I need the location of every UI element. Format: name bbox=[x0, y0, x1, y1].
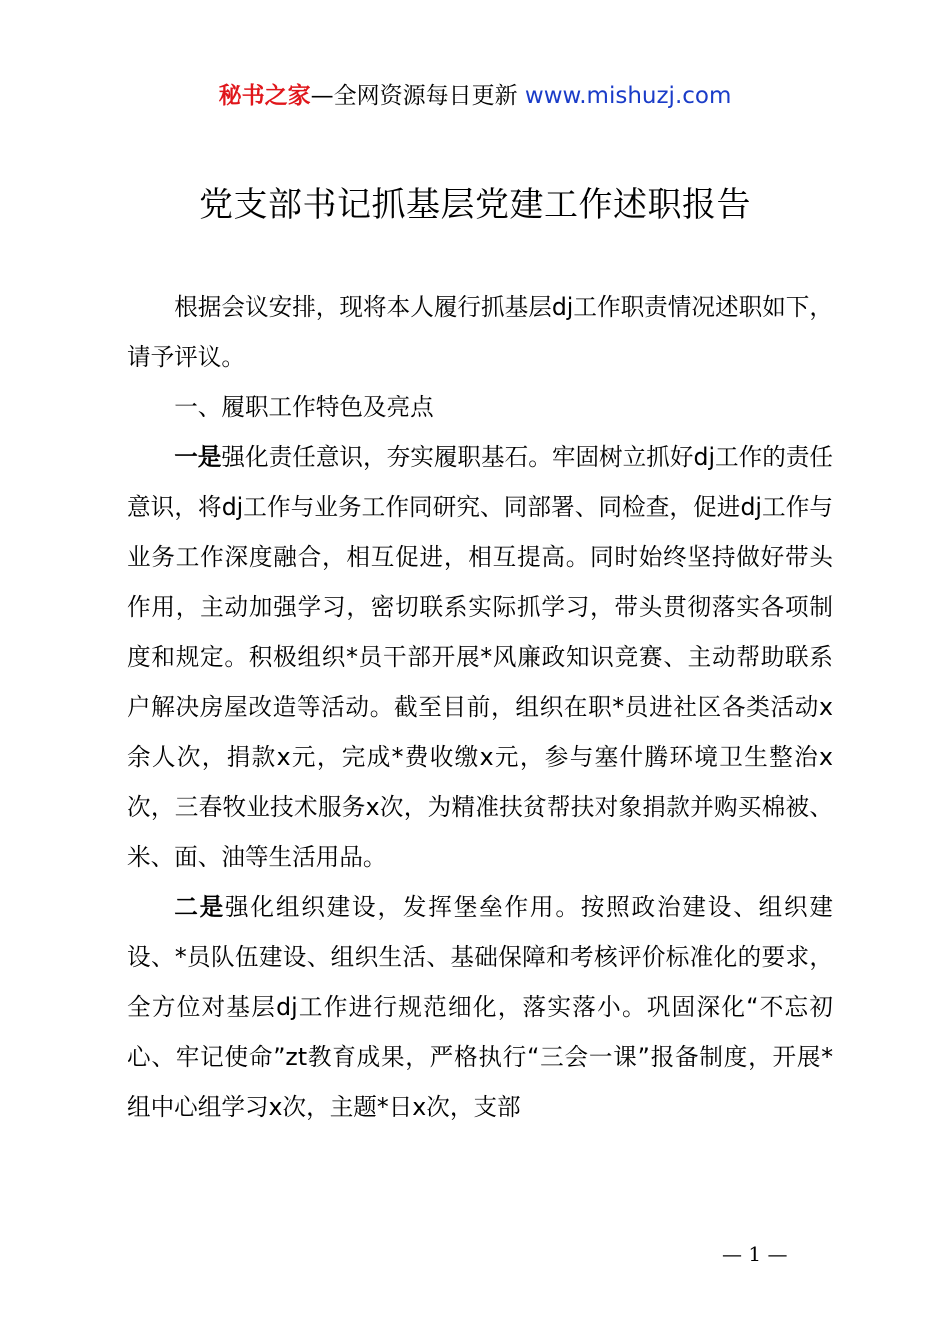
section-heading: 一、履职工作特色及亮点 bbox=[174, 393, 434, 421]
document-title: 党支部书记抓基层党建工作述职报告 bbox=[199, 185, 751, 225]
point-1-paragraph bbox=[127, 432, 833, 882]
point-1-text: 强化责任意识，夯实履职基石。牢固树立抓好dj工作的责任意识，将dj工作与业务工作同研究、同部署、同检查，促进dj工作与业务工作深度融合，相互促进，相互提高。同时始终坚持做好带头作用，主动加强学习，密切联系实际抓学习，带头贯彻落实各项制度和规定。积极组织*员干部开展*风廉政知识竞赛、主动帮助联系户解决房屋改造等活动。截至目前，组织在职*员进社区各类活动x余人次，捐款x元，完成*费收缴x元，参与塞什腾环境卫生整治x次，三春牧业技术服务x次，为精准扶贫帮扶对象捐款并购买棉被、米、面、油等生活用品。 bbox=[127, 443, 834, 871]
intro-paragraph: 根据会议安排，现将本人履行抓基层dj工作职责情况述职如下，请予评议。 bbox=[127, 293, 833, 371]
point-2-lead: 二是 bbox=[174, 893, 226, 921]
site-url: www.mishuzj.com bbox=[524, 83, 732, 109]
point-2-text: 强化组织建设，发挥堡垒作用。按照政治建设、组织建设、*员队伍建设、组织生活、基础保障和考核评价标准化的要求，全方位对基层dj工作进行规范细化，落实落小。巩固深化“不忘初心、牢记使命”zt教育成果，严格执行“三会一课”报备制度，开展*组中心组学习x次，主题*日x次，支部 bbox=[127, 893, 834, 1121]
page-number: — 1 — bbox=[722, 1242, 788, 1266]
point-2-paragraph bbox=[127, 882, 833, 1132]
site-header bbox=[0, 80, 950, 112]
brand-name: 秘书之家 bbox=[218, 83, 311, 109]
point-1-lead: 一是 bbox=[174, 443, 222, 471]
header-tagline: —全网资源每日更新 bbox=[310, 83, 525, 109]
document-body bbox=[127, 282, 833, 1132]
